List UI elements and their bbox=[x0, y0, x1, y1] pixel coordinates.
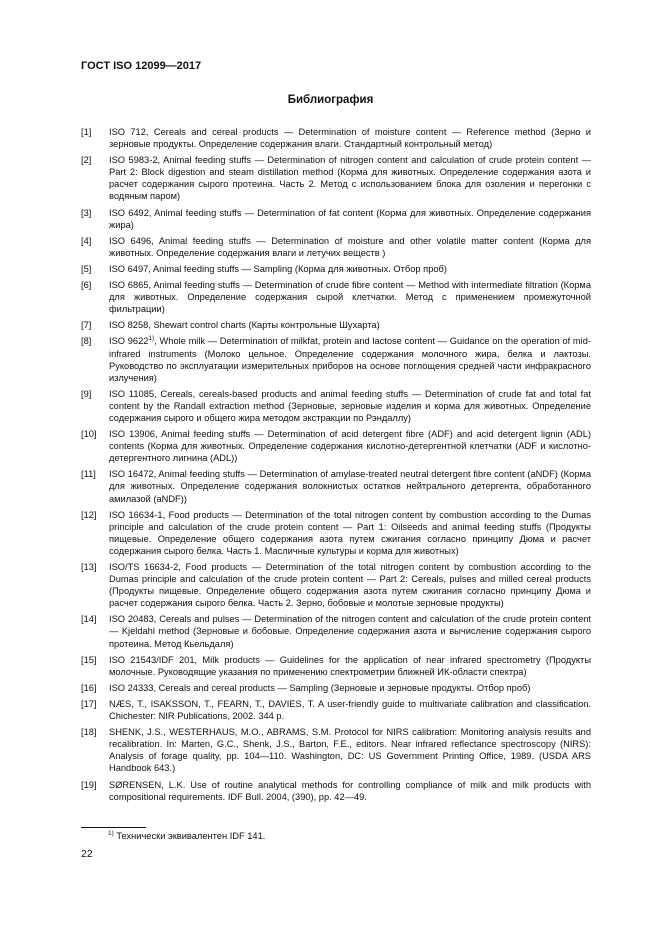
entry-number: [18] bbox=[81, 727, 97, 738]
entry-number: [6] bbox=[81, 280, 92, 291]
entry-text: ISO 11085, Cereals, cereals-based products and animal feeding stuffs — Determination of crude fat and total fat content by the Randall extraction method (Зерновые, зерновые изделия и корма для животных. Определение содержания сырого и общего жира методом экстракции по Рэндаллу) bbox=[109, 388, 591, 423]
entry-text bbox=[109, 335, 591, 383]
entry-text: ISO 712, Cereals and cereal products — Determination of moisture content — Reference method (Зерно и зерновые продукты. Определение содержания влаги. Стандартный контрольный метод) bbox=[109, 127, 591, 150]
entry-text: ISO 21543/IDF 201, Milk products — Guidelines for the application of near infrared spectrometry (Продукты молочные. Руководящие указания по применению спектрометрии ближней ИК-области спектра) bbox=[109, 654, 591, 677]
entry-number: [5] bbox=[81, 263, 92, 274]
bibliography-entry bbox=[81, 235, 591, 259]
footnote-mark: 1) bbox=[108, 829, 114, 837]
entry-text: SHENK, J.S., WESTERHAUS, M.O., ABRAMS, S.M. Protocol for NIRS calibration: Monitoring analysis results and recalibration. In: Marten, G.C., Shenk, J.S., Barton, F.E., editors. Near infrared reflectance spectroscopy (NIRS): Analysis of forage quality, pp. 104—110. Washington, DC: US Government Printing Office, 1989. (USDA ARS Handbook 643.) bbox=[109, 727, 591, 774]
entry-text: ISO 6865, Animal feeding stuffs — Determination of crude fibre content — Method with intermediate filtration (Корма для животных. Определение содержания сырой клетчатки. Метод с применением промежуточной фильтрации) bbox=[109, 280, 591, 315]
footnote-text: Технически эквивалентен IDF 141. bbox=[113, 831, 266, 841]
bibliography-entry bbox=[81, 509, 591, 557]
entry-text: ISO 5983-2, Animal feeding stuffs — Determination of nitrogen content and calculation of crude protein content — Part 2: Block digestion and steam distillation method (Корма для животных. Определение содержания азота и расчет содержания сырого протеина. Часть 2. Метод с использованием блока для озоления и перегонки с водяным паром) bbox=[109, 155, 591, 202]
bibliography-entry bbox=[81, 263, 591, 275]
bibliography-entry bbox=[81, 126, 591, 150]
bibliography-entry bbox=[81, 726, 591, 774]
section-title: Библиография bbox=[287, 94, 374, 106]
entry-number: [16] bbox=[81, 682, 97, 693]
entry-number: [15] bbox=[81, 654, 97, 665]
entry-text: ISO 13906, Animal feeding stuffs — Determination of acid detergent fibre (ADF) and acid detergent lignin (ADL) contents (Корма для животных. Определение содержания кислотно-детергентной клетчатки (ADF и кислотно-детергентного лигнина (ADL)) bbox=[109, 429, 591, 464]
entry-text: ISO 24333, Cereals and cereal products — Sampling (Зерновые и зерновые продукты. Отбор проб) bbox=[109, 682, 531, 693]
entry-text: ISO 20483, Cereals and pulses — Determination of the nitrogen content and calculation of the crude protein content — Kjeldahl method (Зерновые и бобовые. Определение содержания азота и вычисление содержания сырого протеина. Метод Кьельдаля) bbox=[109, 614, 591, 649]
entry-number: [3] bbox=[81, 207, 92, 218]
bibliography-entry bbox=[81, 561, 591, 609]
bibliography-entry bbox=[81, 613, 591, 649]
entry-number: [19] bbox=[81, 779, 97, 790]
bibliography-entry bbox=[81, 654, 591, 678]
entry-number: [2] bbox=[81, 155, 92, 166]
entry-number: [4] bbox=[81, 235, 92, 246]
entry-number: [8] bbox=[81, 336, 92, 347]
bibliography-entry bbox=[81, 207, 591, 231]
bibliography-entry bbox=[81, 319, 591, 331]
entry-text: ISO 16634-1, Food products — Determination of the total nitrogen content by combustion according to the Dumas principle and calculation of the crude protein content — Part 1: Oilseeds and animal feeding stuffs (Продукты пищевые. Определение общего содержания азота путем сжигания согласно принципу Дюма и расчет содержания сырого белка. Часть 1. Масличные культуры и корма для животных) bbox=[109, 509, 591, 556]
entry-text: ISO 6492, Animal feeding stuffs — Determination of fat content (Корма для животных. Определение содержания жира) bbox=[109, 207, 591, 230]
entry-text: NÆS, T., ISAKSSON, T., FEARN, T., DAVIES, T. A user-friendly guide to multivariate calibration and classification. Chichester: NIR Publications, 2002. 344 p. bbox=[109, 698, 591, 722]
bibliography-entry bbox=[81, 388, 591, 424]
footnote-ref: 1) bbox=[148, 335, 155, 343]
bibliography-entry bbox=[81, 335, 591, 383]
entry-text-rest: , Whole milk — Determination of milkfat, protein and lactose content — Guidance on the operation of mid-infrared instruments (Молоко цельное. Определение содержания молочного жира, белка и лактозы. Руководство по эксплуатации измерительных приборов на основе поглощения средней части инфракрасного излучения) bbox=[109, 336, 592, 383]
bibliography-entry bbox=[81, 428, 591, 464]
entry-number: [10] bbox=[81, 429, 97, 440]
bibliography-entry bbox=[81, 779, 591, 803]
bibliography-entry bbox=[81, 279, 591, 315]
entry-number: [11] bbox=[81, 469, 96, 480]
page-number: 22 bbox=[81, 848, 93, 860]
entry-text: ISO/TS 16634-2, Food products — Determination of the total nitrogen content by combustion according to the Dumas principle and calculation of the crude protein content — Part 2: Cereals, pulses and milled cereal products (Продукты пищевые. Определение общего содержания азота путем сжигания согласно принципу Дюма и расчет содержания сырого белка. Часть 2. Зерно, бобовые и молотые зерновые продукты) bbox=[109, 562, 591, 609]
entry-number: [9] bbox=[81, 388, 92, 399]
entry-text: ISO 6496, Animal feeding stuffs — Determination of moisture and other volatile matter content (Корма для животных. Определение содержания влаги и летучих веществ ) bbox=[109, 235, 591, 258]
footnote-divider bbox=[81, 827, 146, 828]
bibliography-entry bbox=[81, 154, 591, 202]
entry-number: [17] bbox=[81, 698, 97, 709]
bibliography-entry bbox=[81, 698, 591, 722]
bibliography-entry bbox=[81, 468, 591, 504]
entry-number: [12] bbox=[81, 509, 97, 520]
entry-text: ISO 16472, Animal feeding stuffs — Determination of amylase-treated neutral detergent fibre content (aNDF) (Корма для животных. Определение содержания волокнистых остатков нейтрального детергента, обработанного амилазой (aNDF)) bbox=[109, 469, 591, 504]
entry-number: [7] bbox=[81, 320, 92, 331]
entry-number: [1] bbox=[81, 127, 92, 137]
entry-text: ISO 8258, Shewart control charts (Карты контрольные Шухарта) bbox=[109, 320, 380, 331]
entry-text: SØRENSEN, L.K. Use of routine analytical methods for controlling compliance of milk and milk products with compositional requirements. IDF Bull. 2004, (390), pp. 42—49. bbox=[109, 779, 591, 802]
footnote bbox=[108, 831, 265, 841]
document-header: ГОСТ ISO 12099—2017 bbox=[81, 60, 202, 72]
entry-text-start: ISO 9622 bbox=[109, 336, 149, 347]
bibliography-entry bbox=[81, 682, 591, 694]
bibliography-list bbox=[81, 126, 591, 807]
entry-text: ISO 6497, Animal feeding stuffs — Sampling (Корма для животных. Отбор проб) bbox=[109, 263, 447, 274]
entry-number: [14] bbox=[81, 614, 97, 625]
entry-number: [13] bbox=[81, 562, 97, 572]
